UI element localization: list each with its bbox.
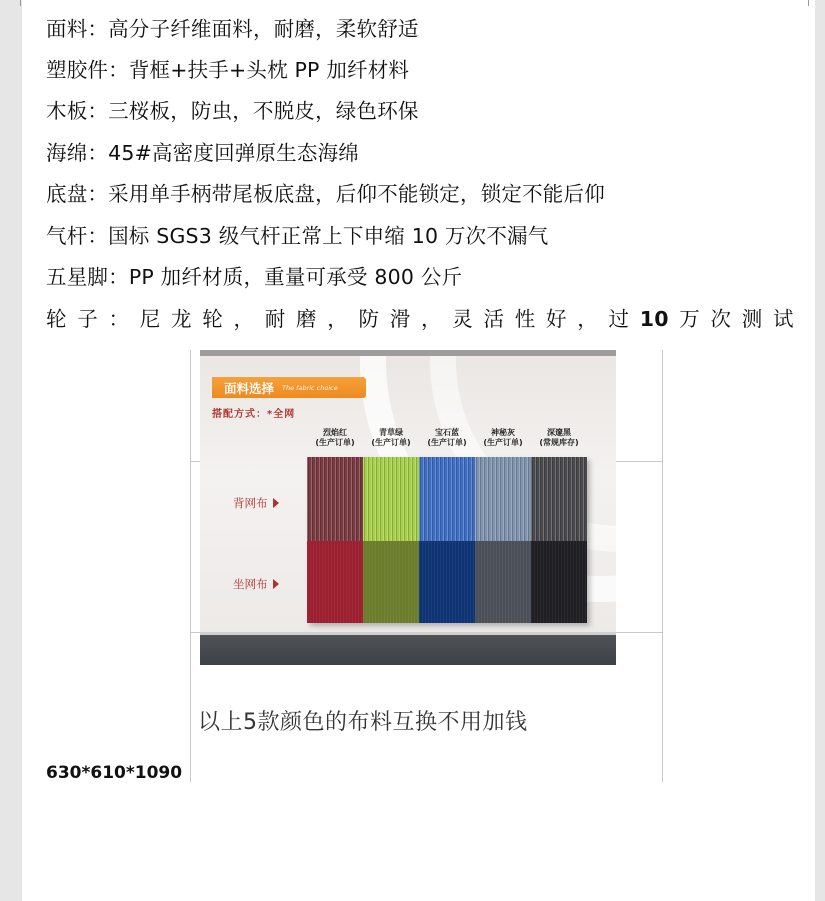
swatch-column xyxy=(531,457,587,623)
color-label xyxy=(419,428,475,448)
row-label-seat xyxy=(233,576,279,592)
fabric-choice-badge xyxy=(212,377,366,398)
spec-value: 三桜板，防虫，不脱皮，绿色环保 xyxy=(108,99,419,123)
image-top-shade xyxy=(200,350,616,356)
spec-wheels-char: ， xyxy=(577,307,598,331)
arrow-right-icon xyxy=(273,579,279,589)
spec-label: 底盘： xyxy=(46,182,109,206)
page-corner-mark-right xyxy=(808,0,809,6)
spec-sponge xyxy=(46,138,359,168)
spec-wheels-char: 子 xyxy=(77,307,98,331)
image-bottom-bar xyxy=(200,635,616,665)
spec-plastic-parts xyxy=(46,55,409,85)
spec-wheels-char: 过 xyxy=(608,307,630,331)
swatch-column xyxy=(419,457,475,623)
swatch-grid xyxy=(307,457,587,623)
badge-title: 面料选择 xyxy=(224,380,275,396)
product-dimensions: 630*610*1090 xyxy=(46,763,183,783)
back-mesh-swatch xyxy=(307,457,363,541)
spec-wood-board xyxy=(46,96,419,126)
fabric-choice-image xyxy=(200,350,616,665)
spec-wheels-char: 灵 xyxy=(452,307,473,331)
spec-value: 45#高密度回弹原生态海绵 xyxy=(108,141,359,165)
spec-wheels-char: 磨 xyxy=(296,307,317,331)
spec-chassis xyxy=(46,179,605,209)
table-border-left xyxy=(190,350,191,782)
spec-wheels-char: 防 xyxy=(358,307,380,331)
color-note: (生产订单) xyxy=(371,438,411,447)
spec-label: 五星脚： xyxy=(46,265,129,289)
spec-wheels-char: ， xyxy=(233,307,255,331)
match-method-text: 搭配方式：*全网 xyxy=(212,409,296,420)
spec-wheels xyxy=(46,304,794,334)
spec-wheels-char: 滑 xyxy=(389,307,411,331)
spec-fabric xyxy=(46,14,419,44)
spec-label: 面料： xyxy=(46,17,109,41)
back-mesh-swatch xyxy=(531,457,587,541)
spec-wheels-char: 轮 xyxy=(202,307,223,331)
color-name: 宝石蓝 xyxy=(435,428,459,437)
image-caption: 以上5款颜色的布料互换不用加钱 xyxy=(198,710,528,735)
color-name: 烈焰红 xyxy=(323,428,347,437)
seat-mesh-swatch xyxy=(307,541,363,623)
arrow-right-icon xyxy=(273,498,279,508)
back-mesh-swatch xyxy=(419,457,475,541)
swatch-column xyxy=(363,457,419,623)
color-name: 深邃黑 xyxy=(547,428,571,437)
color-name: 青草绿 xyxy=(379,428,403,437)
spec-value: PP 加纤材质，重量可承受 800 公斤 xyxy=(128,265,463,289)
row-label-text: 背网布 xyxy=(233,496,268,510)
back-mesh-swatch xyxy=(475,457,531,541)
spec-wheels-char: 龙 xyxy=(171,307,192,331)
spec-label: 气杆： xyxy=(46,224,109,248)
spec-wheels-char: 轮 xyxy=(46,307,67,331)
spec-gas-lift xyxy=(46,221,548,251)
spec-wheels-char: ： xyxy=(108,307,130,331)
spec-wheels-char: 活 xyxy=(483,307,505,331)
spec-wheels-char: 10 xyxy=(639,307,669,331)
spec-label: 木板： xyxy=(46,99,109,123)
color-note: (生产订单) xyxy=(315,438,355,447)
color-note: (常规库存) xyxy=(539,438,579,447)
swatch-column xyxy=(475,457,531,623)
spec-value: 采用单手柄带尾板底盘，后仰不能锁定，锁定不能后仰 xyxy=(108,182,605,206)
spec-wheels-char: 测 xyxy=(741,307,763,331)
spec-wheels-char: 尼 xyxy=(139,307,161,331)
spec-wheels-char: 耐 xyxy=(264,307,286,331)
spec-wheels-char: ， xyxy=(327,307,348,331)
spec-wheels-char: 万 xyxy=(679,307,700,331)
spec-wheels-char: 次 xyxy=(710,307,732,331)
page-corner-mark-left xyxy=(20,0,21,6)
row-label-back xyxy=(233,495,279,511)
spec-wheels-char: 好 xyxy=(546,307,567,331)
color-label xyxy=(363,428,419,448)
spec-value: 背框+扶手+头枕 PP 加纤材料 xyxy=(128,58,410,82)
swatch-column xyxy=(307,457,363,623)
seat-mesh-swatch xyxy=(419,541,475,623)
color-label xyxy=(307,428,363,448)
spec-five-star-base xyxy=(46,262,462,292)
seat-mesh-swatch xyxy=(363,541,419,623)
color-note: (生产订单) xyxy=(427,438,467,447)
color-label xyxy=(475,428,531,448)
spec-value: 国标 SGS3 级气杆正常上下申缩 10 万次不漏气 xyxy=(108,224,549,248)
table-border-right xyxy=(662,350,663,782)
seat-mesh-swatch xyxy=(531,541,587,623)
seat-mesh-swatch xyxy=(475,541,531,623)
spec-wheels-char: 性 xyxy=(514,307,536,331)
spec-value: 高分子纤维面料，耐磨，柔软舒适 xyxy=(108,17,419,41)
spec-wheels-char: 试 xyxy=(772,307,794,331)
color-name: 神秘灰 xyxy=(491,428,515,437)
spec-wheels-char: ， xyxy=(421,307,442,331)
row-label-text: 坐网布 xyxy=(233,577,268,591)
spec-label: 塑胶件： xyxy=(46,58,129,82)
color-label xyxy=(531,428,587,448)
back-mesh-swatch xyxy=(363,457,419,541)
color-note: (生产订单) xyxy=(483,438,523,447)
spec-label: 海绵： xyxy=(46,141,109,165)
badge-subtitle: The fabric choice xyxy=(282,383,338,392)
